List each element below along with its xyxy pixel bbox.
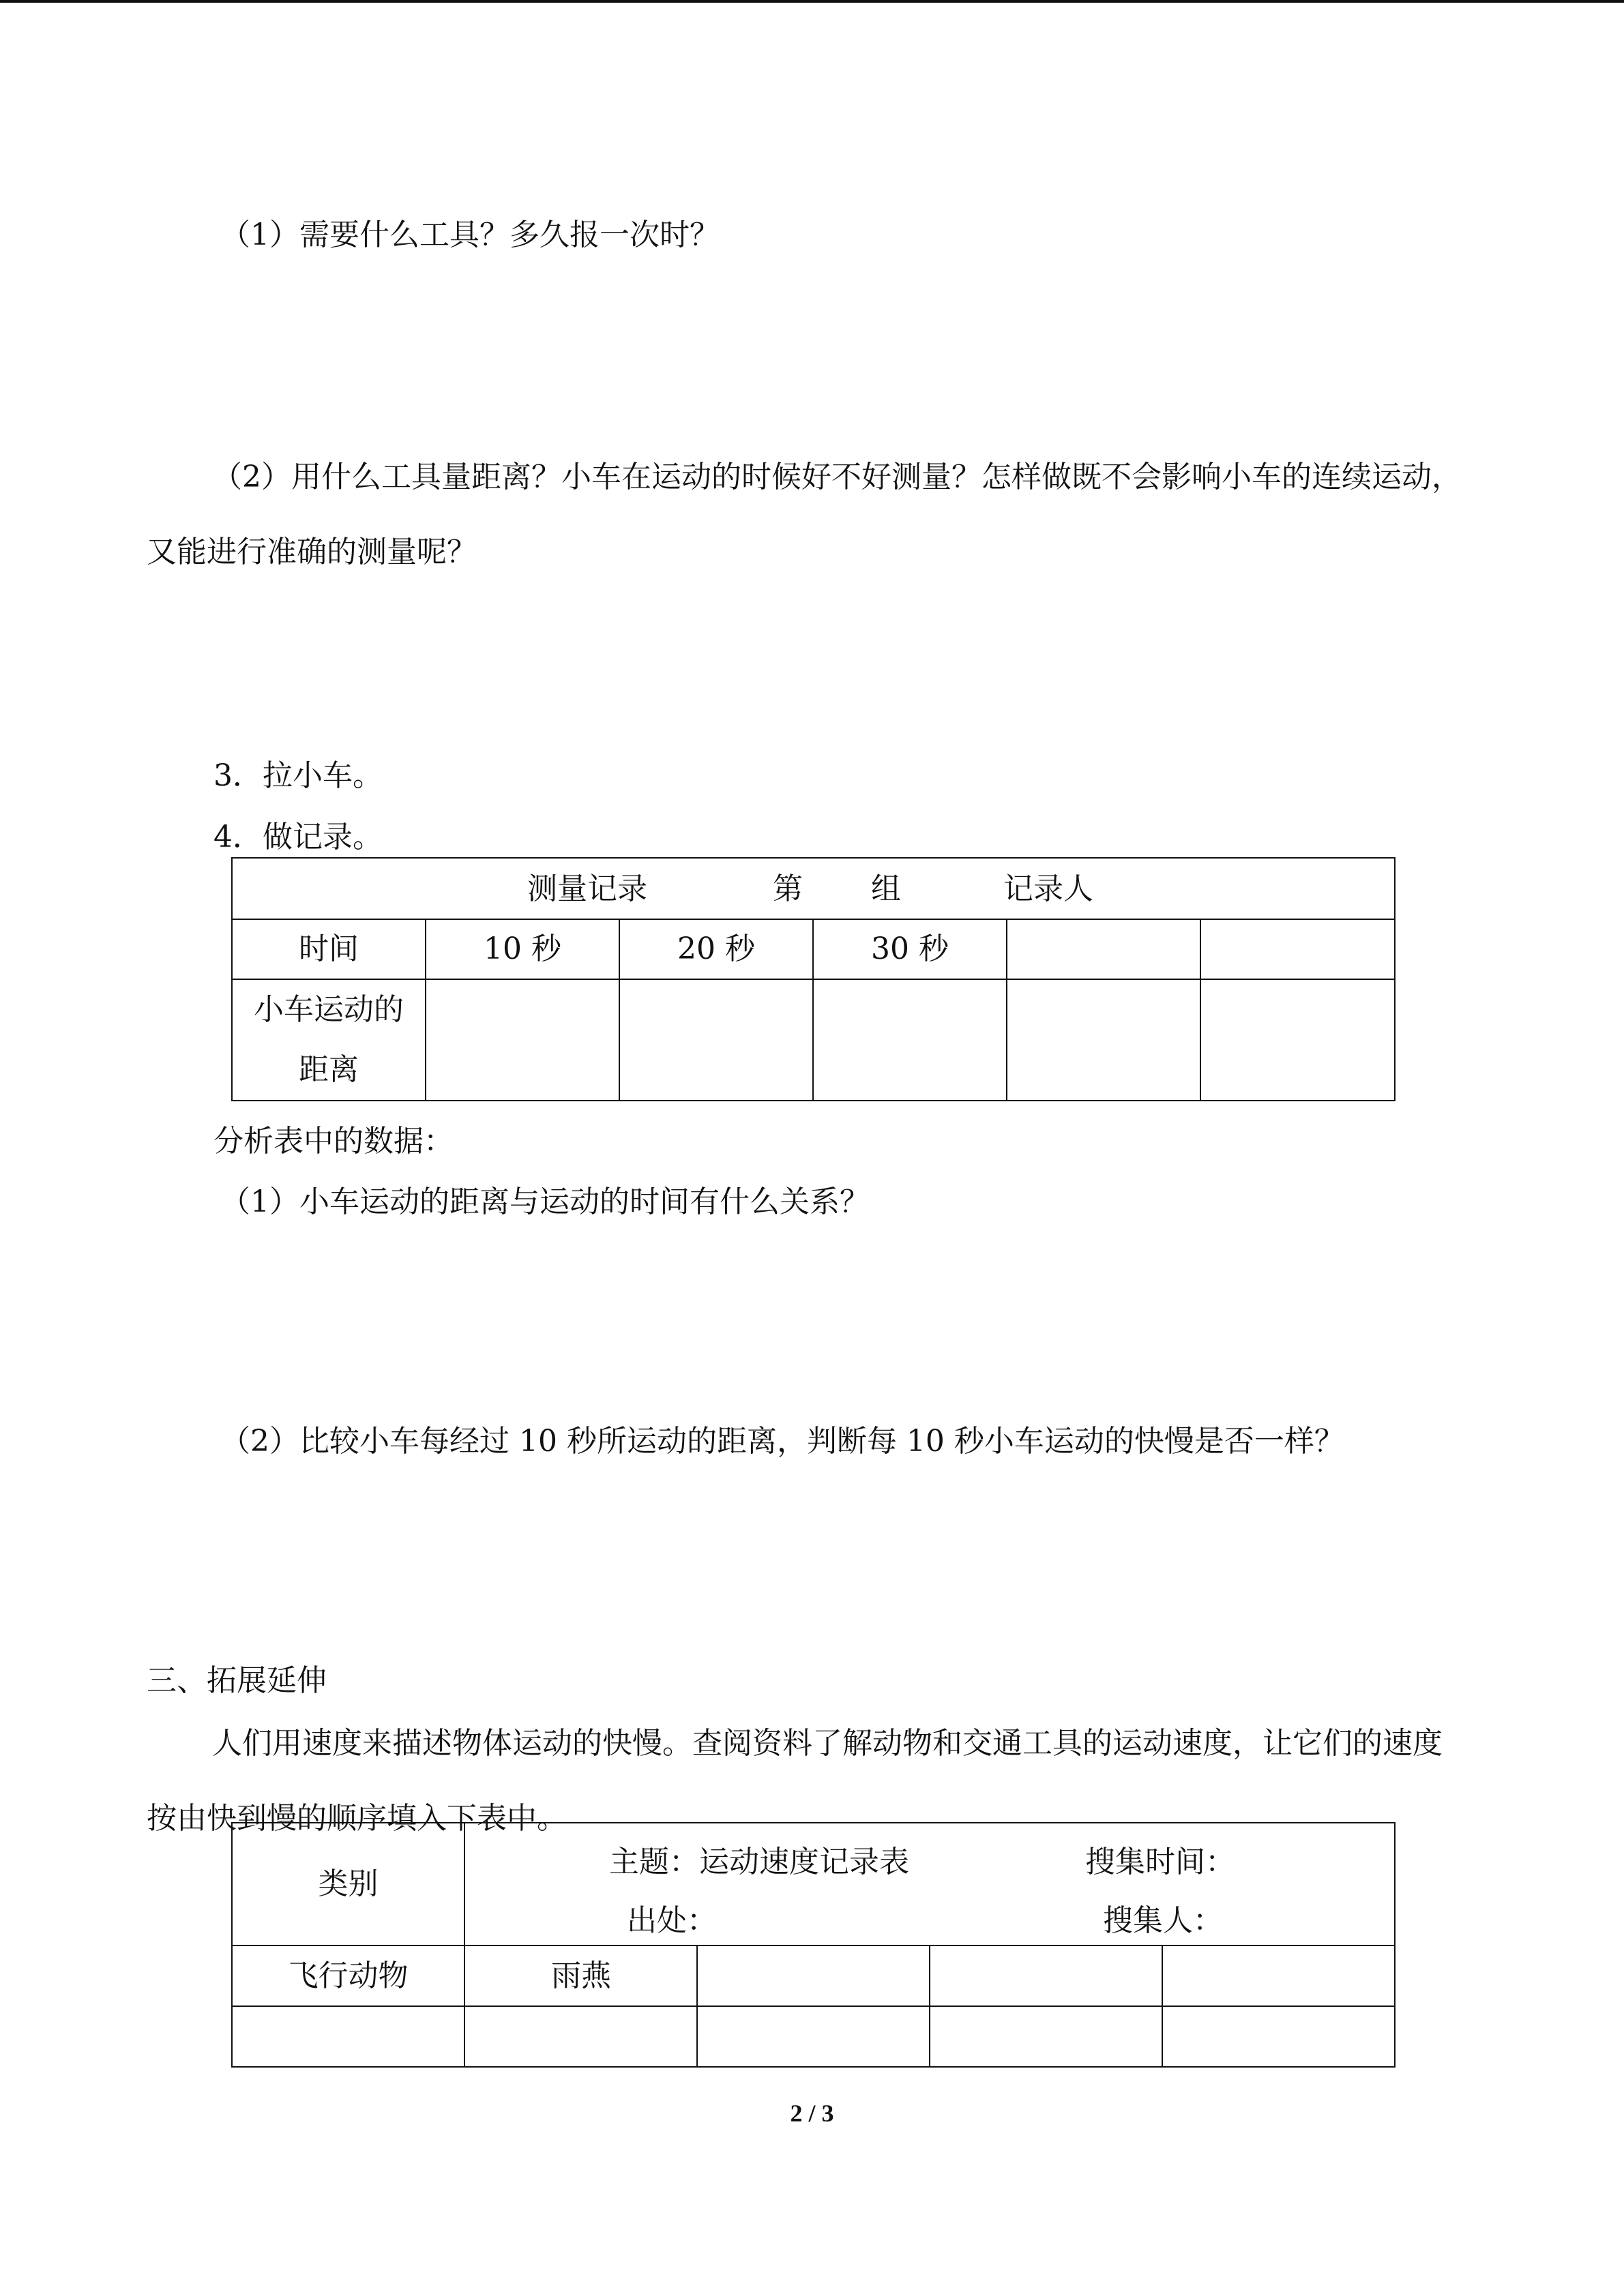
distance-blank-cell[interactable] [619,979,813,1101]
time-blank-cell[interactable] [1200,919,1395,979]
time-10s-cell: 10 秒 [426,919,619,979]
distance-blank-cell[interactable] [426,979,619,1101]
distance-blank-cell[interactable] [1007,979,1200,1101]
category-header: 类别 [232,1823,464,1945]
analysis-question-speed: （2）比较小车每经过 10 秒所运动的距离，判断每 10 秒小车运动的快慢是否一样？ [220,1424,1344,1459]
collect-time-label: 搜集时间： [1085,1845,1235,1879]
theme-header [464,1823,1395,1945]
step-record: 4．做记录。 [213,820,383,854]
analysis-question-relation: （1）小车运动的距离与运动的时间有什么关系？ [220,1184,870,1219]
table-header-row [232,858,1395,919]
distance-label-line2: 距离 [299,1052,359,1087]
analyze-heading: 分析表中的数据： [213,1124,454,1159]
flying-animal-label: 飞行动物 [232,1945,464,2006]
time-20s-cell: 20 秒 [619,919,813,979]
time-blank-cell[interactable] [1007,919,1200,979]
question-tools: （1）需要什么工具？多久报一次时？ [220,218,720,252]
source-label: 出处： [627,1903,717,1938]
extension-text: 人们用速度来描述物体运动的快慢。查阅资料了解动物和交通工具的运动速度，让它们的速度按由快到慢的顺序填入下表中。 [147,1726,1443,1836]
collector-label: 搜集人： [1103,1903,1223,1938]
group-suffix: 组 [871,871,901,906]
time-label-cell: 时间 [232,919,426,979]
blank-cell[interactable] [1162,1945,1395,2006]
group-prefix: 第 [773,871,803,906]
measurement-record-table [231,857,1396,1101]
distance-blank-cell[interactable] [813,979,1007,1101]
blank-cell[interactable] [697,1945,930,2006]
distance-label-cell [232,979,426,1101]
blank-cell[interactable] [930,2006,1162,2067]
page-number: 2 / 3 [790,2100,834,2127]
blank-cell[interactable] [930,1945,1162,2006]
section-extension-heading: 三、拓展延伸 [147,1663,327,1698]
table-title: 测量记录 [527,871,647,906]
speed-record-table [231,1822,1396,2068]
step-pull-car: 3．拉小车。 [213,758,383,793]
blank-cell[interactable] [232,2006,464,2067]
page-top-border [0,0,1624,3]
theme-label: 主题：运动速度记录表 [609,1845,909,1879]
question-distance-measure: （2）用什么工具量距离？小车在运动的时候好不好测量？怎样做既不会影响小车的连续运动，又能进行准确的测量呢？ [147,460,1462,569]
blank-cell[interactable] [1162,2006,1395,2067]
time-30s-cell: 30 秒 [813,919,1007,979]
distance-blank-cell[interactable] [1200,979,1395,1101]
blank-cell[interactable] [697,2006,930,2067]
blank-cell[interactable] [464,2006,697,2067]
swift-cell: 雨燕 [464,1945,697,2006]
distance-label-line1: 小车运动的 [254,992,404,1027]
recorder-label: 记录人 [1003,871,1093,906]
